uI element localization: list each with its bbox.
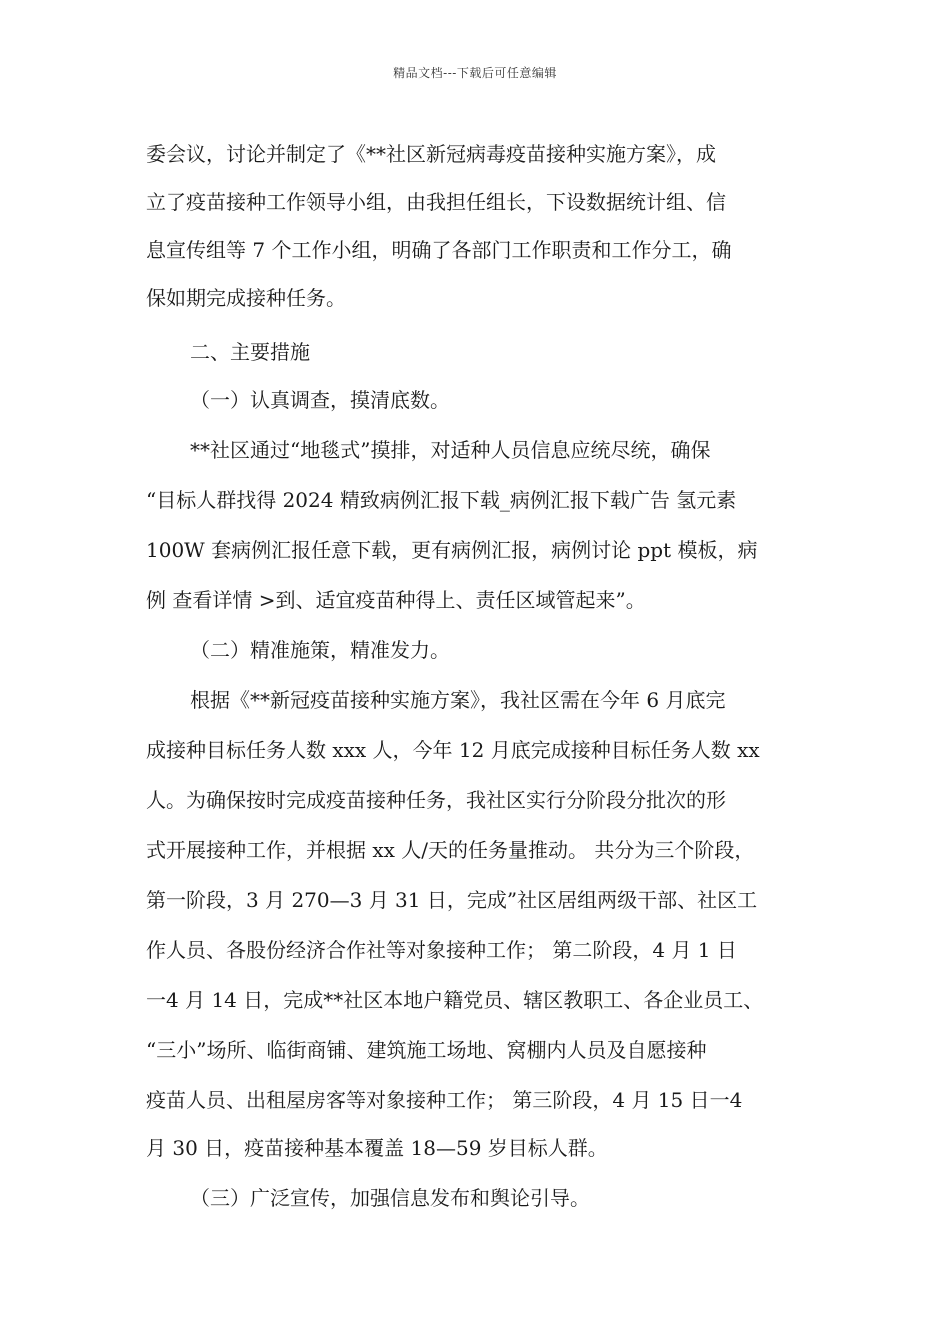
- paragraph-line: 成接种目标任务人数 xxx 人，今年 12 月底完成接种目标任务人数 xx: [146, 738, 760, 762]
- paragraph-line: 委会议，讨论并制定了《**社区新冠病毒疫苗接种实施方案》，成: [146, 142, 716, 166]
- paragraph-line: “目标人群找得 2024 精致病例汇报下载_病例汇报下载广告 氢元素: [146, 488, 737, 512]
- section-heading: 二、主要措施: [190, 340, 310, 364]
- page-header: 精品文档---下载后可任意编辑: [393, 66, 557, 80]
- paragraph-line: 保如期完成接种任务。: [146, 286, 346, 310]
- subsection-heading: （三）广泛宣传，加强信息发布和舆论引导。: [190, 1186, 590, 1210]
- subsection-heading: （一）认真调查，摸清底数。: [190, 388, 450, 412]
- paragraph-line: 式开展接种工作，并根据 xx 人/天的任务量推动。 共分为三个阶段，: [146, 838, 755, 862]
- paragraph-line: **社区通过“地毯式”摸排，对适种人员信息应统尽统，确保: [190, 438, 711, 462]
- paragraph-line: 例 查看详情 >到、适宜疫苗种得上、责任区域管起来”。: [146, 588, 646, 612]
- paragraph-line: 100W 套病例汇报任意下载，更有病例汇报，病例讨论 ppt 模板，病: [146, 538, 758, 562]
- paragraph-line: 一4 月 14 日，完成**社区本地户籍党员、辖区教职工、各企业员工、: [146, 988, 764, 1012]
- paragraph-line: 月 30 日，疫苗接种基本覆盖 18—59 岁目标人群。: [146, 1136, 608, 1160]
- paragraph-line: 立了疫苗接种工作领导小组，由我担任组长，下设数据统计组、信: [146, 190, 726, 214]
- subsection-heading: （二）精准施策，精准发力。: [190, 638, 450, 662]
- paragraph-line: 作人员、各股份经济合作社等对象接种工作； 第二阶段，4 月 1 日: [146, 938, 737, 962]
- paragraph-line: “三小”场所、临街商铺、建筑施工场地、窝棚内人员及自愿接种: [146, 1038, 707, 1062]
- paragraph-line: 人。为确保按时完成疫苗接种任务，我社区实行分阶段分批次的形: [146, 788, 726, 812]
- paragraph-line: 根据《**新冠疫苗接种实施方案》，我社区需在今年 6 月底完: [190, 688, 726, 712]
- paragraph-line: 疫苗人员、出租屋房客等对象接种工作； 第三阶段，4 月 15 日一4: [146, 1088, 743, 1112]
- paragraph-line: 息宣传组等 7 个工作小组，明确了各部门工作职责和工作分工，确: [146, 238, 732, 262]
- paragraph-line: 第一阶段，3 月 270—3 月 31 日，完成”社区居组两级干部、社区工: [146, 888, 758, 912]
